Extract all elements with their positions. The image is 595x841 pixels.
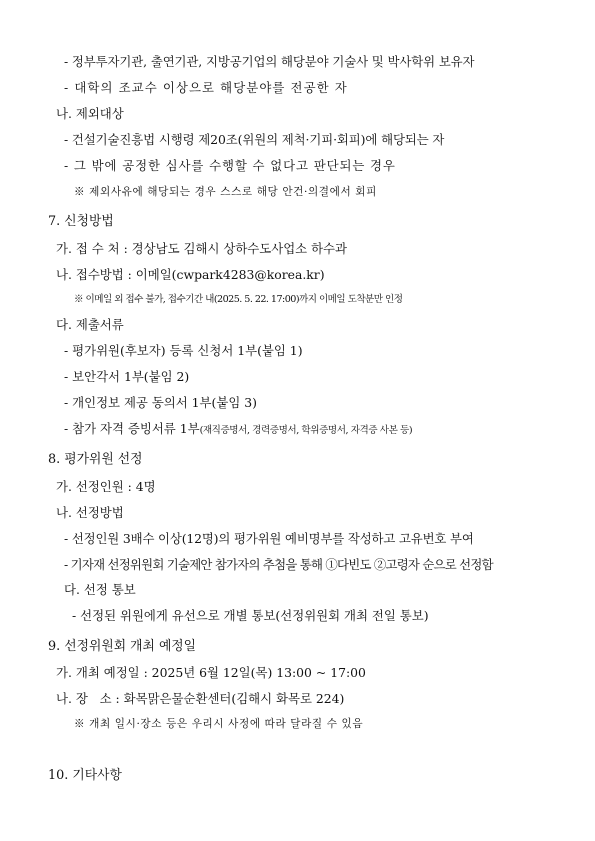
doc-line-reception-method: 나. 접수방법 : 이메일(cwpark4283@korea.kr) [56, 267, 325, 282]
doc-line-document-4 [64, 421, 412, 439]
doc-line-exclusion-2: - 그 밖에 공정한 심사를 수행할 수 없다고 판단되는 경우 [64, 158, 396, 173]
doc-line-meeting-date: 가. 개최 예정일 : 2025년 6월 12일(목) 13:00 ~ 17:00 [56, 665, 366, 680]
doc-line-selection-method-1: - 선정인원 3배수 이상(12명)의 평가위원 예비명부를 작성하고 고유번호 부여 [64, 531, 474, 546]
doc-line-meeting-place: 나. 장 소 : 화목맑은물순환센터(김해시 화목로 224) [56, 691, 345, 706]
doc-line-notification: - 선정된 위원에게 유선으로 개별 통보(선정위원회 개최 전일 통보) [72, 608, 429, 623]
subheading-documents: 다. 제출서류 [56, 317, 124, 332]
doc-line-selection-method-2: - 기자재 선정위원회 기술제안 참가자의 추첨을 통해 ①다빈도 ②고령자 순으로 선정함 [64, 557, 493, 572]
doc-line-selection-count: 가. 선정인원 : 4명 [56, 479, 156, 494]
subheading-exclusion: 나. 제외대상 [56, 106, 124, 121]
doc-line-document-3: - 개인정보 제공 동의서 1부(붙임 3) [64, 395, 257, 410]
section-heading-10: 10. 기타사항 [48, 768, 122, 783]
doc-line-reception-office: 가. 접 수 처 : 경상남도 김해시 상하수도사업소 하수과 [56, 241, 347, 256]
section-heading-9: 9. 선정위원회 개최 예정일 [48, 639, 197, 654]
section-heading-8: 8. 평가위원 선정 [48, 452, 143, 467]
doc-line-document-4-detail: (재직증명서, 경력증명서, 학위증명서, 자격증 사본 등) [199, 425, 413, 436]
subheading-selection-method: 나. 선정방법 [56, 505, 124, 520]
section-heading-7: 7. 신청방법 [48, 214, 114, 229]
subheading-notification: 다. 선정 통보 [64, 582, 136, 597]
doc-line-document-2: - 보안각서 1부(붙임 2) [64, 369, 190, 384]
note-email-only: ※ 이메일 외 접수 불가, 접수기간 내(2025. 5. 22. 17:00)까지 이메일 도착분만 인정 [74, 294, 403, 305]
doc-line-qualification-1: - 정부투자기관, 출연기관, 지방공기업의 해당분야 기술사 및 박사학위 보유자 [64, 54, 475, 69]
doc-line-exclusion-1: - 건설기술진흥법 시행령 제20조(위원의 제척·기피·회피)에 해당되는 자 [64, 132, 445, 147]
doc-line-document-1: - 평가위원(후보자) 등록 신청서 1부(붙임 1) [64, 343, 303, 358]
doc-line-document-4-main: - 참가 자격 증빙서류 1부 [64, 421, 200, 436]
note-exclusion: ※ 제외사유에 해당되는 경우 스스로 해당 안건·의결에서 회피 [74, 186, 377, 198]
doc-line-qualification-2: - 대학의 조교수 이상으로 해당분야를 전공한 자 [64, 80, 348, 95]
note-meeting-change: ※ 개최 일시·장소 등은 우리시 사정에 따라 달라질 수 있음 [74, 718, 364, 730]
